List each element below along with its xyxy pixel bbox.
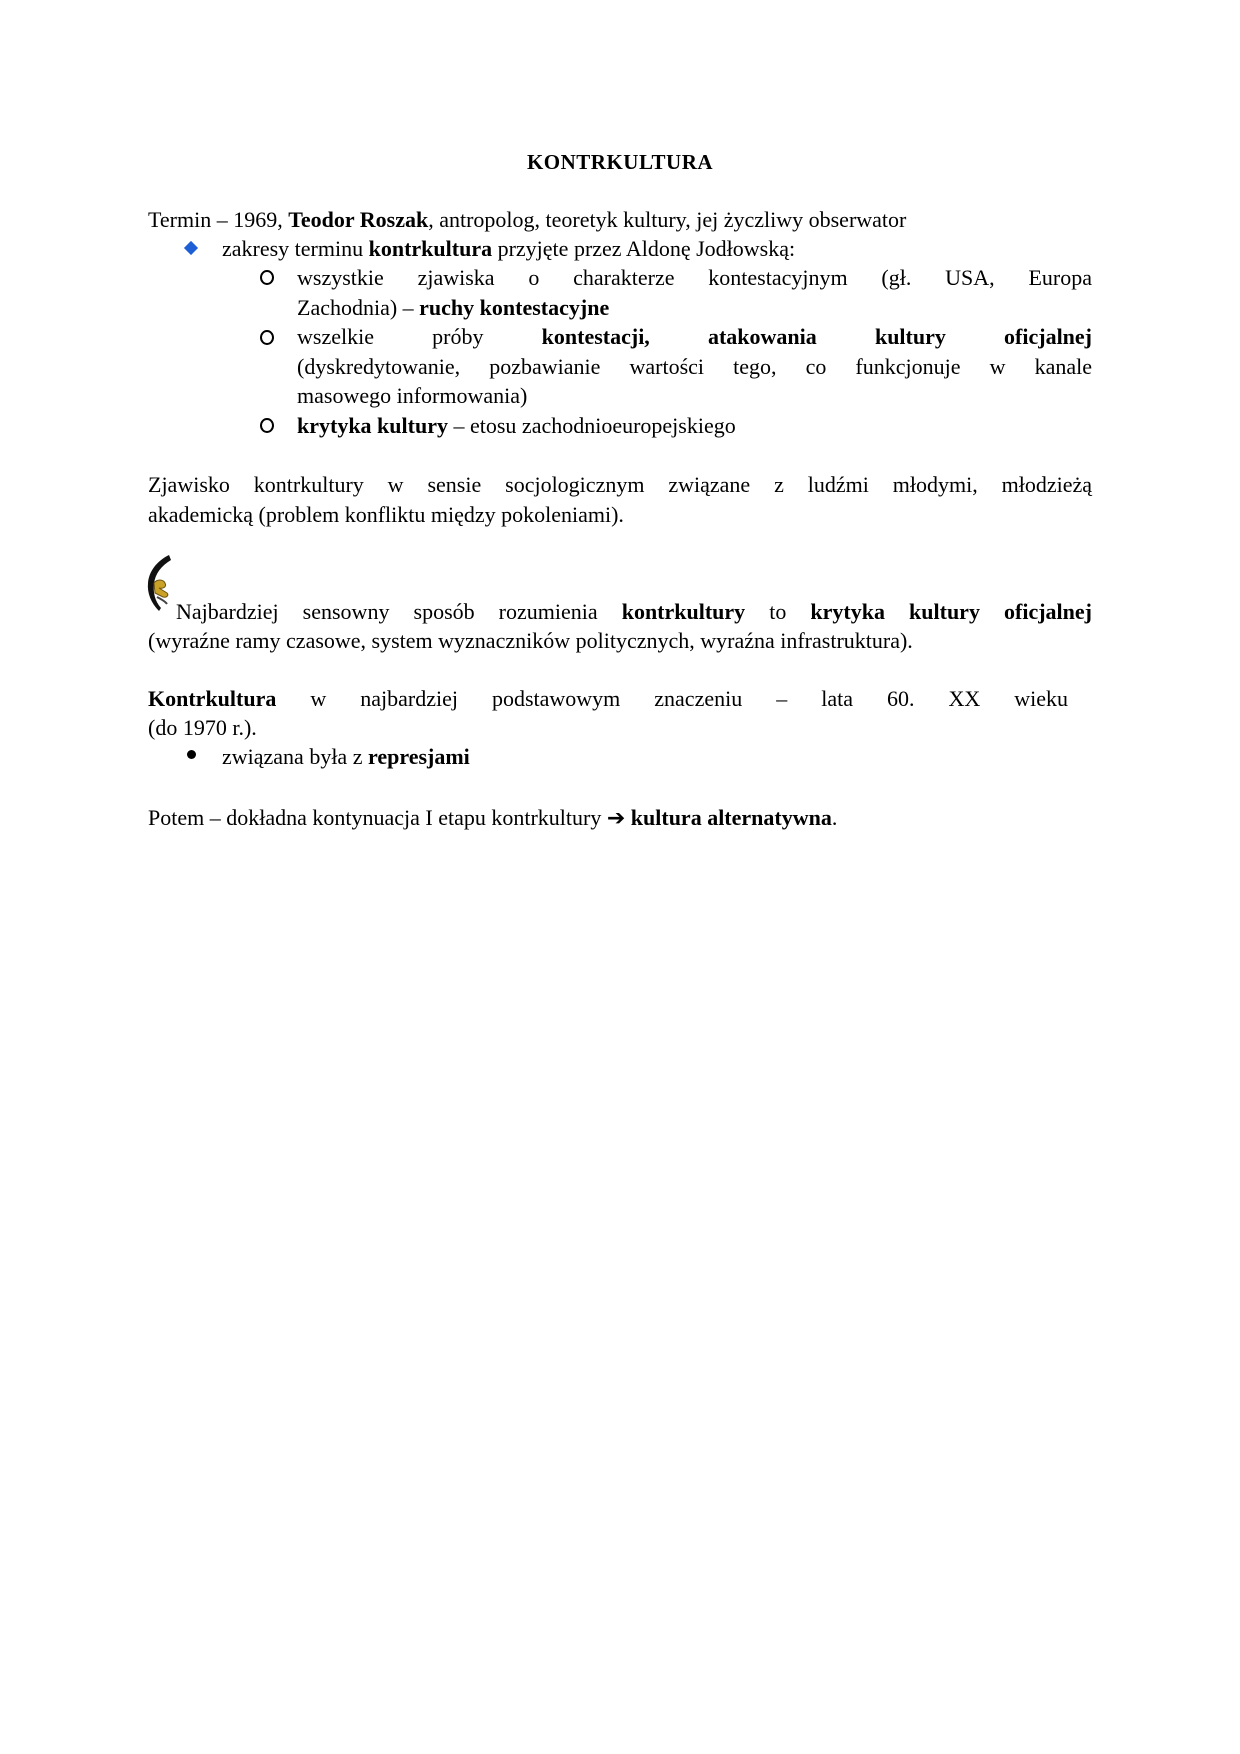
intro-text-c: , antropolog, teoretyk kultury, jej życzliwy obserwator (428, 207, 907, 232)
dot-item-bold: represjami (367, 744, 470, 769)
sub-item-1-text: Zachodnia) – (297, 295, 420, 320)
p3-text-c: to (745, 599, 811, 624)
dot-list-item (222, 742, 470, 771)
p3-text-a: Najbardziej sensowny sposób rozumienia (176, 599, 622, 624)
paragraph-5 (148, 803, 837, 833)
p4-bold: Kontrkultura (148, 686, 277, 711)
paragraph-3-line-2: (wyraźne ramy czasowe, system wyznaczników politycznych, wyraźna infrastruktura). (148, 628, 913, 653)
sub-item-2-line-3: masowego informowania) (297, 383, 528, 408)
hollow-circle-bullet-icon (260, 418, 274, 433)
sub-item-2-line-2: (dyskredytowanie, pozbawianie wartości tego, co funkcjonuje w kanale (297, 354, 1092, 379)
sub-item-2-text: wszelkie próby (297, 324, 542, 349)
diamond-item-b: kontrkultura (368, 236, 493, 261)
p5-text-c: . (831, 805, 838, 830)
diamond-list-item (222, 234, 795, 263)
hollow-circle-bullet-icon (260, 270, 274, 285)
diamond-bullet-icon (184, 241, 198, 255)
diamond-item-c: przyjęte przez Aldonę Jodłowską: (492, 236, 796, 261)
sub-item-3-text: – etosu zachodnioeuropejskiego (447, 413, 736, 438)
p3-bold-b: kontrkultury (621, 599, 746, 624)
sub-item-1-line-2 (297, 293, 609, 322)
sub-item-3 (297, 411, 736, 440)
p3-bold-d: krytyka kultury oficjalnej (810, 599, 1092, 624)
paragraph-4-line-2: (do 1970 r.). (148, 715, 257, 740)
paragraph-3-line-1 (176, 597, 1092, 626)
page-title: KONTRKULTURA (526, 150, 714, 174)
p5-bold: kultura alternatywna (630, 805, 832, 830)
paragraph-4-line-1 (148, 684, 1068, 713)
sub-item-1-bold: ruchy kontestacyjne (419, 295, 610, 320)
sub-item-2-line-1 (297, 322, 1092, 351)
sub-item-3-bold: krytyka kultury (297, 413, 448, 438)
p4-text: w najbardziej podstawowym znaczeniu – lata 60. XX wieku (276, 686, 1068, 711)
paragraph-2-line-2: akademicką (problem konfliktu między pokoleniami). (148, 502, 624, 527)
paragraph-2-line-1: Zjawisko kontrkultury w sensie socjologicznym związane z ludźmi młodymi, młodzieżą (148, 472, 1092, 497)
dot-bullet-icon (187, 750, 196, 759)
intro-text-a: Termin – 1969, (148, 207, 289, 232)
diamond-item-a: zakresy terminu (222, 236, 369, 261)
dot-item-text: związana była z (222, 744, 368, 769)
p5-text-a: Potem – dokładna kontynuacja I etapu kontrkultury (148, 805, 607, 830)
pointing-hand-icon (143, 553, 175, 615)
sub-item-1-line-1: wszystkie zjawiska o charakterze kontestacyjnym (gł. USA, Europa (297, 265, 1092, 290)
right-arrow-icon: ➔ (606, 806, 626, 831)
sub-item-2-bold: kontestacji, atakowania kultury oficjalnej (541, 324, 1093, 349)
intro-line (148, 205, 906, 234)
intro-author: Teodor Roszak (288, 207, 429, 232)
hollow-circle-bullet-icon (260, 330, 274, 345)
